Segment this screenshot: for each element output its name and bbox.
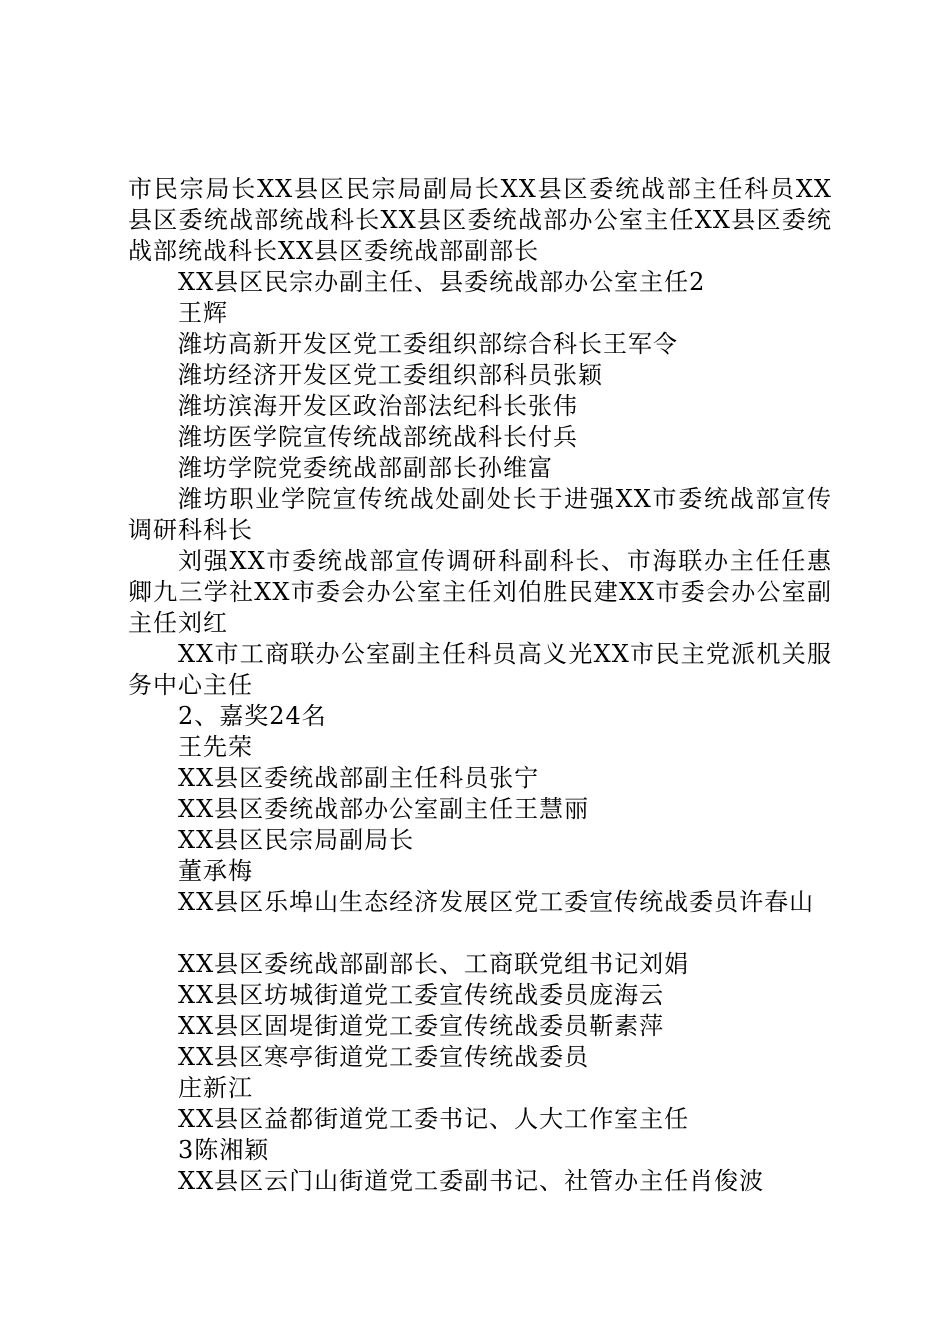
paragraph: XX县区坊城街道党工委宣传统战委员庞海云	[178, 981, 665, 1009]
paragraph: 市民宗局长XX县区民宗局副局长XX县区委统战部主任科员XX县区委统战部统战科长XX县区委统战部办公室主任XX县区委统战部统战科长XX县区委统战部副部长	[128, 175, 832, 265]
paragraph: 2、嘉奖24名	[178, 702, 327, 730]
paragraph: 庄新江	[178, 1074, 253, 1102]
paragraph: 潍坊高新开发区党工委组织部综合科长王军令	[178, 330, 678, 358]
paragraph: XX县区益都街道党工委书记、人大工作室主任	[178, 1105, 690, 1133]
document-body	[128, 174, 832, 1197]
paragraph: 潍坊学院党委统战部副部长孙维富	[178, 454, 553, 482]
paragraph: 刘强XX市委统战部宣传调研科副科长、市海联办主任任惠卿九三学社XX市委会办公室主任刘伯胜民建XX市委会办公室副主任刘红	[128, 547, 832, 637]
paragraph: XX县区云门山街道党工委副书记、社管办主任肖俊波	[178, 1167, 765, 1195]
paragraph: 王辉	[178, 299, 228, 327]
paragraph: XX县区寒亭街道党工委宣传统战委员	[178, 1043, 590, 1071]
blank-line	[128, 918, 832, 949]
paragraph: 潍坊医学院宣传统战部统战科长付兵	[178, 423, 578, 451]
paragraph: 潍坊职业学院宣传统战处副处长于进强XX市委统战部宣传调研科科长	[128, 485, 832, 544]
paragraph: XX县区民宗局副局长	[178, 826, 415, 854]
paragraph: XX县区委统战部副部长、工商联党组书记刘娟	[178, 950, 690, 978]
paragraph: 3陈湘颖	[178, 1136, 270, 1164]
paragraph: 王先荣	[178, 733, 253, 761]
paragraph: XX县区委统战部副主任科员张宁	[178, 764, 540, 792]
paragraph: 潍坊滨海开发区政治部法纪科长张伟	[178, 392, 578, 420]
paragraph: XX县区固堤街道党工委宣传统战委员靳素萍	[178, 1012, 665, 1040]
paragraph: XX市工商联办公室副主任科员高义光XX市民主党派机关服务中心主任	[128, 640, 832, 699]
paragraph: XX县区委统战部办公室副主任王慧丽	[178, 795, 590, 823]
paragraph: XX县区乐埠山生态经济发展区党工委宣传统战委员许春山	[178, 888, 815, 916]
paragraph: 潍坊经济开发区党工委组织部科员张颖	[178, 361, 603, 389]
paragraph: XX县区民宗办副主任、县委统战部办公室主任2	[178, 268, 706, 296]
paragraph: 董承梅	[178, 857, 253, 885]
